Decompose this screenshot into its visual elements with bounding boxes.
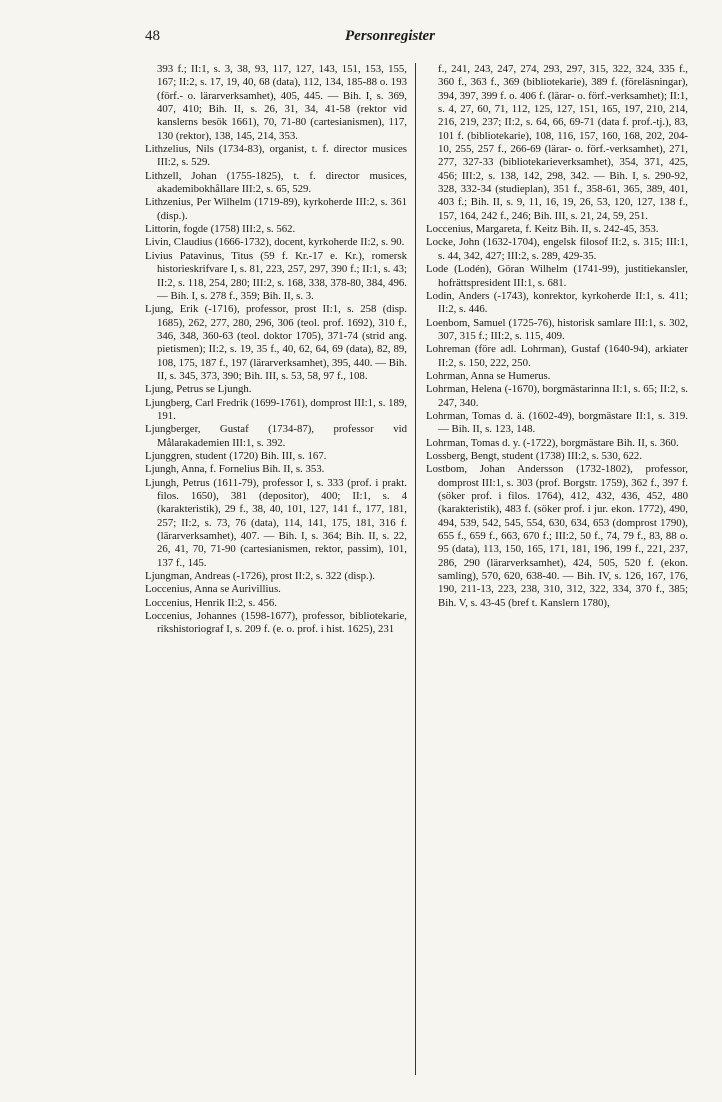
register-entry: Ljungman, Andreas (-1726), prost II:2, s. 322 (disp.). — [145, 570, 375, 583]
register-entry: Lohrman, Tomas d. y. (-1722), borgmästare Bih. II, s. 360. — [426, 436, 679, 449]
register-entry: Littorin, fogde (1758) III:2, s. 562. — [145, 223, 296, 236]
right-column — [426, 63, 688, 610]
register-entry: Lithzell, Johan (1755-1825), t. f. director musices, akademibokhållare III:2, s. 65, 529. — [145, 169, 407, 196]
register-entry: Lohreman (före adl. Lohrman), Gustaf (1640-94), arkiater II:2, s. 150, 222, 250. — [426, 343, 688, 369]
register-entry: Ljung, Erik (-1716), professor, prost II:1, s. 258 (disp. 1685), 262, 277, 280, 296, 306 (teol. prof. 1692), 310 f., 346, 348, 360-63 (teol. doktor 1705), 371-74 (strid ang. pietismen); II:2, s. 19, 35 f., 40, 62, 64, 69 (data), 82, 89, 108, 175, 187 f., 197 (lärarverksamhet), 395, 440. — Bih. II, s. 345, 373, 390; Bih. III, s. 53, 58, 97 f., 108. — [145, 303, 407, 382]
register-entry: Lithzelius, Nils (1734-83), organist, t. f. director musices III:2, s. 529. — [145, 143, 407, 169]
register-entry: Livius Patavinus, Titus (59 f. Kr.-17 e. Kr.), romersk historieskrifvare I, s. 81, 223, 257, 297, 390 f.; II:1, s. 43; II:2, s. 118, 254, 280; III:2, s. 168, 338, 378-80, 384, 496. — Bih. I, s. 278 f., 359; Bih. II, s. 3. — [145, 249, 407, 302]
register-entry: 393 f.; II:1, s. 3, 38, 93, 117, 127, 143, 151, 153, 155, 167; II:2, s. 17, 19, 40, 68 (data), 112, 134, 185-88 o. 193 (förf.- o. lärarverksamhet), 405, 445. — Bih. I, s. 369, 407, 410; Bih. II, s. 26, 31, 34, 41-58 (rektor vid kanslerns besök 1661), 70, 71-80 (cartesianismen), 117, 130 (rektor), 138, 145, 214, 353. — [157, 63, 407, 142]
page-title: Personregister — [345, 28, 435, 44]
register-entry: Loccenius, Henrik II:2, s. 456. — [145, 596, 277, 609]
column-divider — [415, 63, 416, 1075]
register-entry: Ljungh, Anna, f. Fornelius Bih. II, s. 353. — [145, 463, 325, 476]
register-entry: Lithzenius, Per Wilhelm (1719-89), kyrkoherde III:2, s. 361 (disp.). — [145, 196, 407, 222]
register-entry: Lohrman, Tomas d. ä. (1602-49), borgmästare II:1, s. 319. — Bih. II, s. 123, 148. — [426, 409, 688, 436]
register-entry: Lohrman, Anna se Humerus. — [426, 369, 551, 382]
register-entry: Loccenius, Johannes (1598-1677), professor, bibliotekarie, rikshistoriograf I, s. 209 f. (e. o. prof. i hist. 1625), 231 — [145, 610, 407, 636]
register-entry: Lohrman, Helena (-1670), borgmästarinna II:1, s. 65; II:2, s. 247, 340. — [426, 383, 688, 409]
register-entry: Locke, John (1632-1704), engelsk filosof II:2, s. 315; III:1, s. 44, 342, 427; III:2, s. 289, 429-35. — [426, 236, 688, 262]
register-entry: Livin, Claudius (1666-1732), docent, kyrkoherde II:2, s. 90. — [145, 236, 405, 249]
register-entry: Ljungberger, Gustaf (1734-87), professor vid Målarakademien III:1, s. 392. — [145, 423, 407, 449]
register-entry: Ljunggren, student (1720) Bih. III, s. 167. — [145, 449, 327, 462]
register-entry: Ljungberg, Carl Fredrik (1699-1761), domprost III:1, s. 189, 191. — [145, 396, 407, 422]
register-entry: Loccenius, Anna se Aurivillius. — [145, 583, 281, 596]
register-entry: Lostbom, Johan Andersson (1732-1802), professor, domprost III:1, s. 303 (prof. Borgstr. 1759), 362 f., 397 f. (söker prof. i filos. 1764), 412, 432, 436, 452, 480 (karakteristik), 483 f. (söker prof. i jur. ekon. 1772), 490, 494, 539, 542, 545, 554, 630, 634, 653 (domprost 1790), 655 f., 659 f., 663, 670 f.; III:2, 50 f., 74, 79 f., 83, 88 o. 95 (data), 113, 150, 165, 171, 181, 196, 199 f., 221, 237, 286, 290 (lärarverksamhet), 424, 505, 520 f. (ekon. samling), 570, 620, 638-40. — Bih. IV, s. 126, 167, 176, 190, 211-13, 223, 238, 310, 312, 322, 334, 370 f., 385; Bih. V, s. 43-45 (bref t. Kanslern 1780), — [426, 463, 688, 609]
register-entry: Ljung, Petrus se Ljungh. — [145, 383, 252, 396]
register-entry: Loenbom, Samuel (1725-76), historisk samlare III:1, s. 302, 307, 315 f.; III:2, s. 115, 409. — [426, 316, 688, 342]
page-number: 48 — [145, 28, 160, 44]
register-entry: Loccenius, Margareta, f. Keitz Bih. II, s. 242-45, 353. — [426, 223, 659, 236]
register-entry: Lossberg, Bengt, student (1738) III:2, s. 530, 622. — [426, 449, 643, 462]
left-column — [145, 63, 407, 637]
register-entry: Lodin, Anders (-1743), konrektor, kyrkoherde II:1, s. 411; II:2, s. 446. — [426, 289, 688, 316]
register-entry: Lode (Lodén), Göran Wilhelm (1741-99), justitiekansler, hofrättspresident III:1, s. 681. — [426, 263, 688, 289]
register-entry: f., 241, 243, 247, 274, 293, 297, 315, 322, 324, 335 f., 360 f., 363 f., 369 (bibliotekarie), 389 f. (föreläsningar), 394, 397, 399 f. o. 406 f. (lärar- o. förf.-verksamhet); II:1, s. 4, 27, 60, 71, 112, 125, 127, 151, 165, 197, 210, 214, 216, 219, 237; II:2, s. 64, 66, 69-71 (data f. prof.-tj.), 83, 101 f. (bibliotekarie), 108, 116, 157, 160, 168, 202, 204-10, 255, 257 f., 266-69 (lärar- o. förf.-verksamhet), 271, 277, 327-33 (bibliotekarieverksamhet), 354, 371, 425, 456; III:2, s. 138, 142, 298, 342. — Bih. I, s. 290-92, 328, 332-34 (studieplan), 351 f., 358-61, 365, 389, 401, 403 f.; Bih. II, s. 9, 11, 16, 19, 26, 53, 120, 127, 138 f., 157, 164, 242 f., 246; Bih. III, s. 21, 24, 59, 251. — [438, 63, 688, 222]
register-entry: Ljungh, Petrus (1611-79), professor I, s. 333 (prof. i prakt. filos. 1650), 381 (depositor), 400; II:1, s. 4 (karakteristik), 29 f., 38, 40, 101, 127, 141 f., 177, 181, 257; II:2, s. 73, 76 (data), 114, 141, 175, 181, 316 f. (lärarverksamhet), 407. — Bih. I, s. 364; Bih. II, s. 22, 26, 41, 70, 71-90 (cartesianismen, rektor, passim), 101, 137 f., 145. — [145, 476, 407, 569]
